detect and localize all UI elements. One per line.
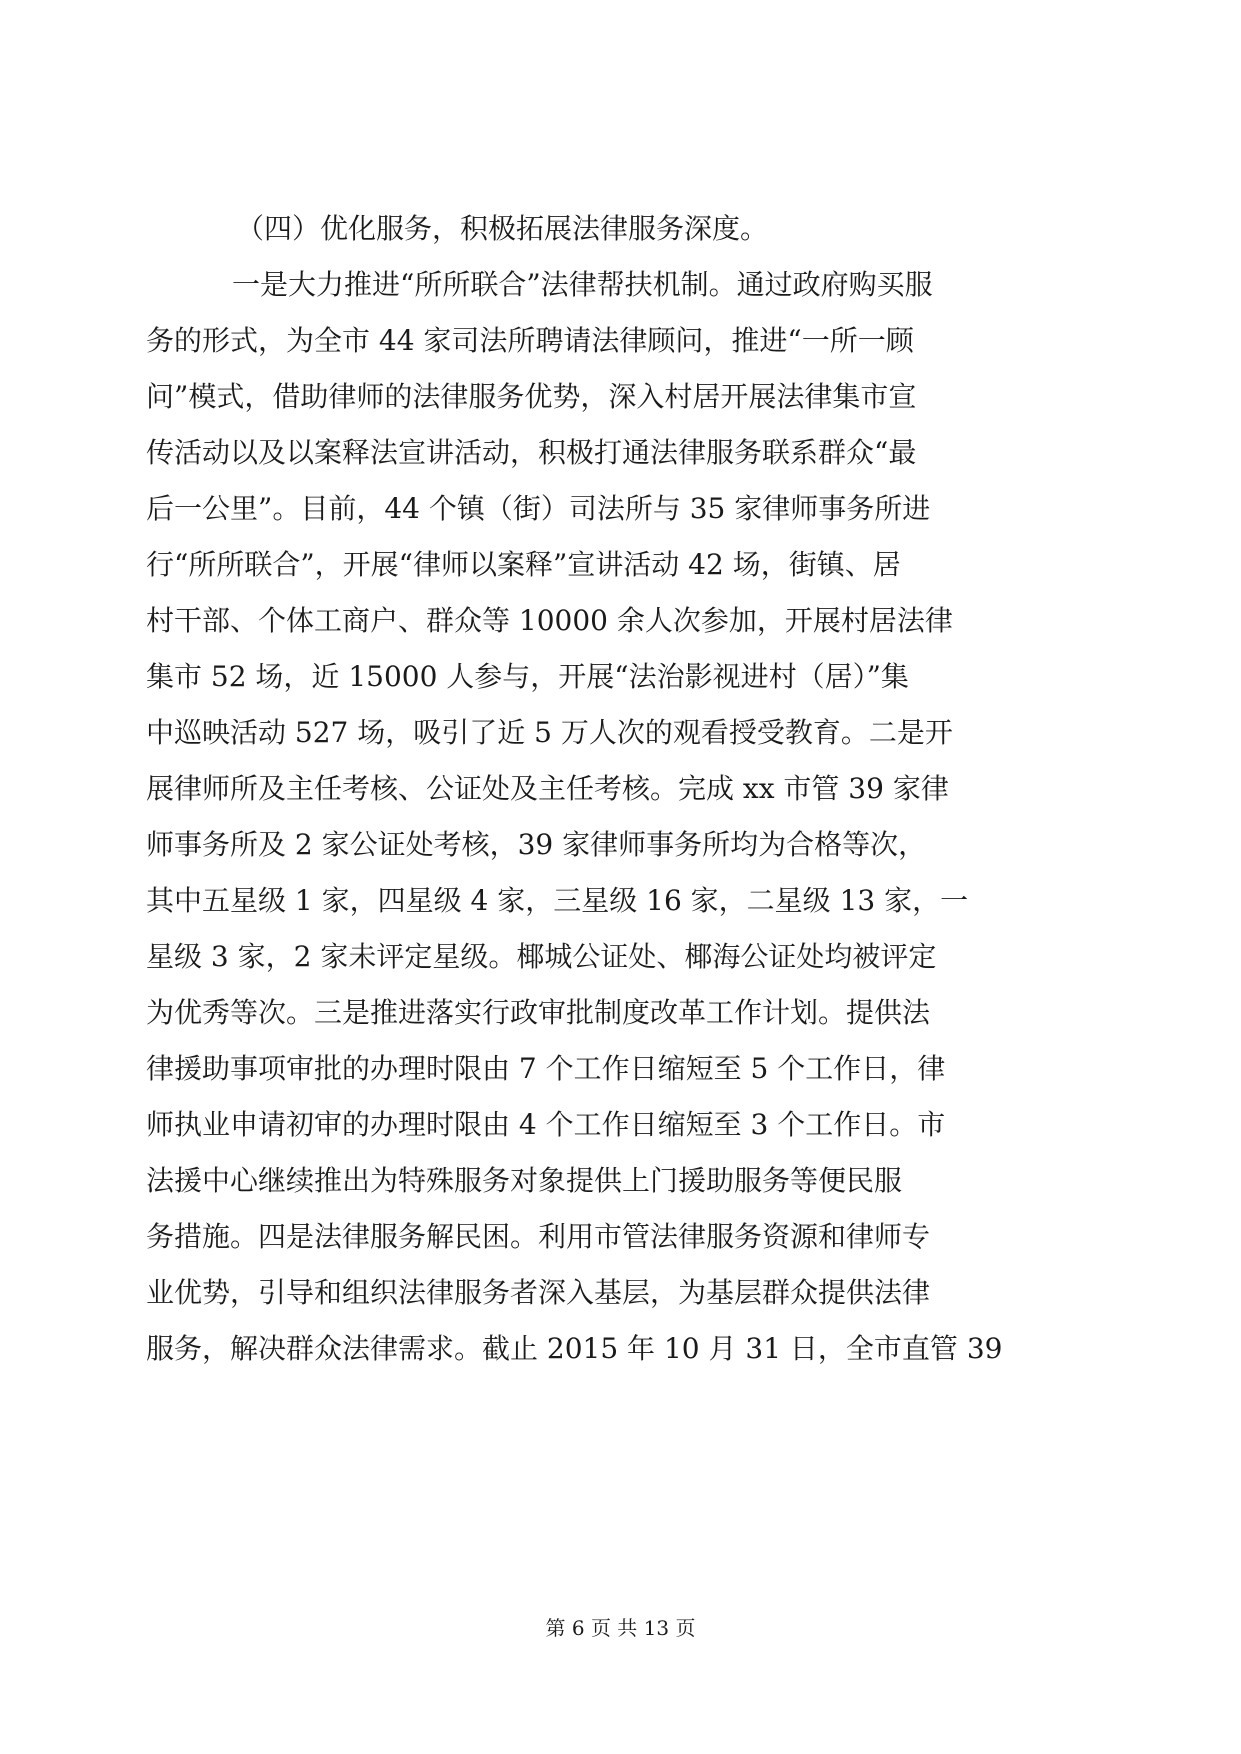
paragraph-line: 为优秀等次。三是推进落实行政审批制度改革工作计划。提供法 [146, 996, 931, 1029]
paragraph-line: 后一公里”。目前，44 个镇（街）司法所与 35 家律师事务所进 [146, 492, 931, 525]
paragraph-line: 法援中心继续推出为特殊服务对象提供上门援助服务等便民服 [146, 1164, 903, 1197]
page-number-footer: 第 6 页 共 13 页 [545, 1616, 696, 1640]
paragraph-line: 展律师所及主任考核、公证处及主任考核。完成 xx 市管 39 家律 [146, 772, 949, 805]
paragraph-line: 师执业申请初审的办理时限由 4 个工作日缩短至 3 个工作日。市 [146, 1108, 946, 1141]
paragraph-line: 中巡映活动 527 场，吸引了近 5 万人次的观看授受教育。二是开 [146, 716, 953, 749]
paragraph-line: 业优势，引导和组织法律服务者深入基层，为基层群众提供法律 [146, 1276, 931, 1309]
paragraph-line: 其中五星级 1 家，四星级 4 家，三星级 16 家，二星级 13 家，一 [146, 884, 969, 917]
paragraph-line: 传活动以及以案释法宣讲活动，积极打通法律服务联系群众“最 [146, 436, 917, 469]
paragraph-line: 行“所所联合”，开展“律师以案释”宣讲活动 42 场，街镇、居 [146, 548, 901, 581]
paragraph-line: 师事务所及 2 家公证处考核，39 家律师事务所均为合格等次， [146, 828, 927, 861]
paragraph-line: 星级 3 家，2 家未评定星级。椰城公证处、椰海公证处均被评定 [146, 940, 937, 973]
paragraph-line: 村干部、个体工商户、群众等 10000 余人次参加，开展村居法律 [146, 604, 953, 637]
paragraph-line: 律援助事项审批的办理时限由 7 个工作日缩短至 5 个工作日，律 [146, 1052, 946, 1085]
paragraph-line: 务的形式，为全市 44 家司法所聘请法律顾问，推进“一所一顾 [146, 324, 914, 357]
paragraph-line: 集市 52 场，近 15000 人参与，开展“法治影视进村（居）”集 [146, 660, 909, 693]
paragraph-line: 务措施。四是法律服务解民困。利用市管法律服务资源和律师专 [146, 1220, 931, 1253]
paragraph-line: 服务，解决群众法律需求。截止 2015 年 10 月 31 日，全市直管 39 [146, 1332, 1003, 1365]
section-heading: （四）优化服务，积极拓展法律服务深度。 [236, 212, 769, 245]
paragraph-line: 问”模式，借助律师的法律服务优势，深入村居开展法律集市宣 [146, 380, 917, 413]
paragraph-line: 一是大力推进“所所联合”法律帮扶机制。通过政府购买服 [232, 268, 933, 301]
